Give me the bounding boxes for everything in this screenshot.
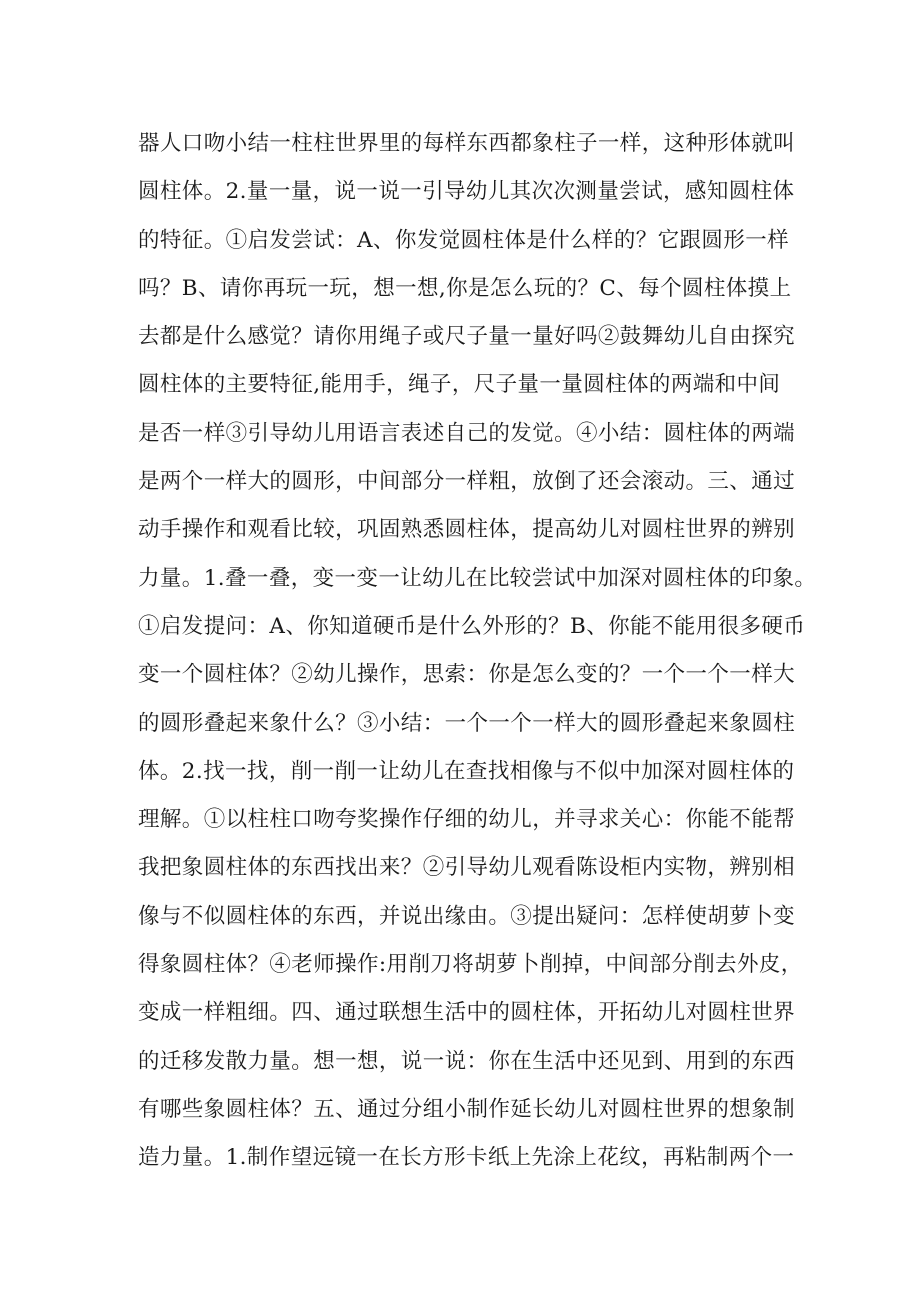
text-line: 像与不似圆柱体的东西，并说出缘由。③提出疑问：怎样使胡萝卜变 [138, 903, 796, 929]
text-line: 器人口吻小结一柱柱世界里的每样东西都象柱子一样，这种形体就叫 [138, 131, 796, 156]
text-line: 圆柱体的主要特征,能用手，绳子，尺子量一量圆柱体的两端和中间 [138, 372, 781, 398]
text-line: ①启发提问：A、你知道硬币是什么外形的？B、你能不能用很多硬币 [138, 613, 806, 639]
text-line: 圆柱体。2.量一量，说一说一引导幼儿其次次测量尝试，感知圆柱体 [138, 179, 795, 205]
text-line: 变成一样粗细。四、通过联想生活中的圆柱体，开拓幼儿对圆柱世界 [138, 1000, 796, 1026]
text-line: 的圆形叠起来象什么？③小结：一个一个一样大的圆形叠起来象圆柱 [138, 710, 796, 736]
text-line: 的特征。①启发尝试：A、你发觉圆柱体是什么样的？它跟圆形一样 [138, 227, 790, 253]
text-line: 吗？B、请你再玩一玩，想一想,你是怎么玩的？C、每个圆柱体摸上 [138, 275, 792, 301]
text-line: 的迁移发散力量。想一想，说一说：你在生活中还见到、用到的东西 [138, 1048, 796, 1074]
text-line: 体。2.找一找，削一削一让幼儿在查找相像与不似中加深对圆柱体的 [138, 758, 795, 784]
text-line: 造力量。1.制作望远镜一在长方形卡纸上先涂上花纹，再粘制两个一 [138, 1145, 795, 1171]
text-line: 有哪些象圆柱体？五、通过分组小制作延长幼儿对圆柱世界的想象制 [138, 1096, 796, 1122]
text-line: 变一个圆柱体？②幼儿操作，思索：你是怎么变的？一个一个一样大 [138, 662, 796, 688]
text-line: 我把象圆柱体的东西找出来？②引导幼儿观看陈设柜内实物，辨别相 [138, 855, 796, 881]
text-line: 理解。①以柱柱口吻夸奖操作仔细的幼儿，并寻求关心：你能不能帮 [138, 807, 796, 833]
text-line: 是否一样③引导幼儿用语言表述自己的发觉。④小结：圆柱体的两端 [138, 420, 796, 446]
body-text [138, 120, 817, 1183]
text-line: 力量。1.叠一叠，变一变一让幼儿在比较尝试中加深对圆柱体的印象。 [138, 565, 817, 591]
text-line: 去都是什么感觉？请你用绳子或尺子量一量好吗②鼓舞幼儿自由探究 [138, 324, 796, 350]
text-line: 得象圆柱体？④老师操作:用削刀将胡萝卜削掉，中间部分削去外皮， [138, 952, 803, 978]
text-line: 是两个一样大的圆形，中间部分一样粗，放倒了还会滚动。三、通过 [138, 469, 796, 495]
text-line: 动手操作和观看比较，巩固熟悉圆柱体，提高幼儿对圆柱世界的辨别 [138, 517, 796, 543]
